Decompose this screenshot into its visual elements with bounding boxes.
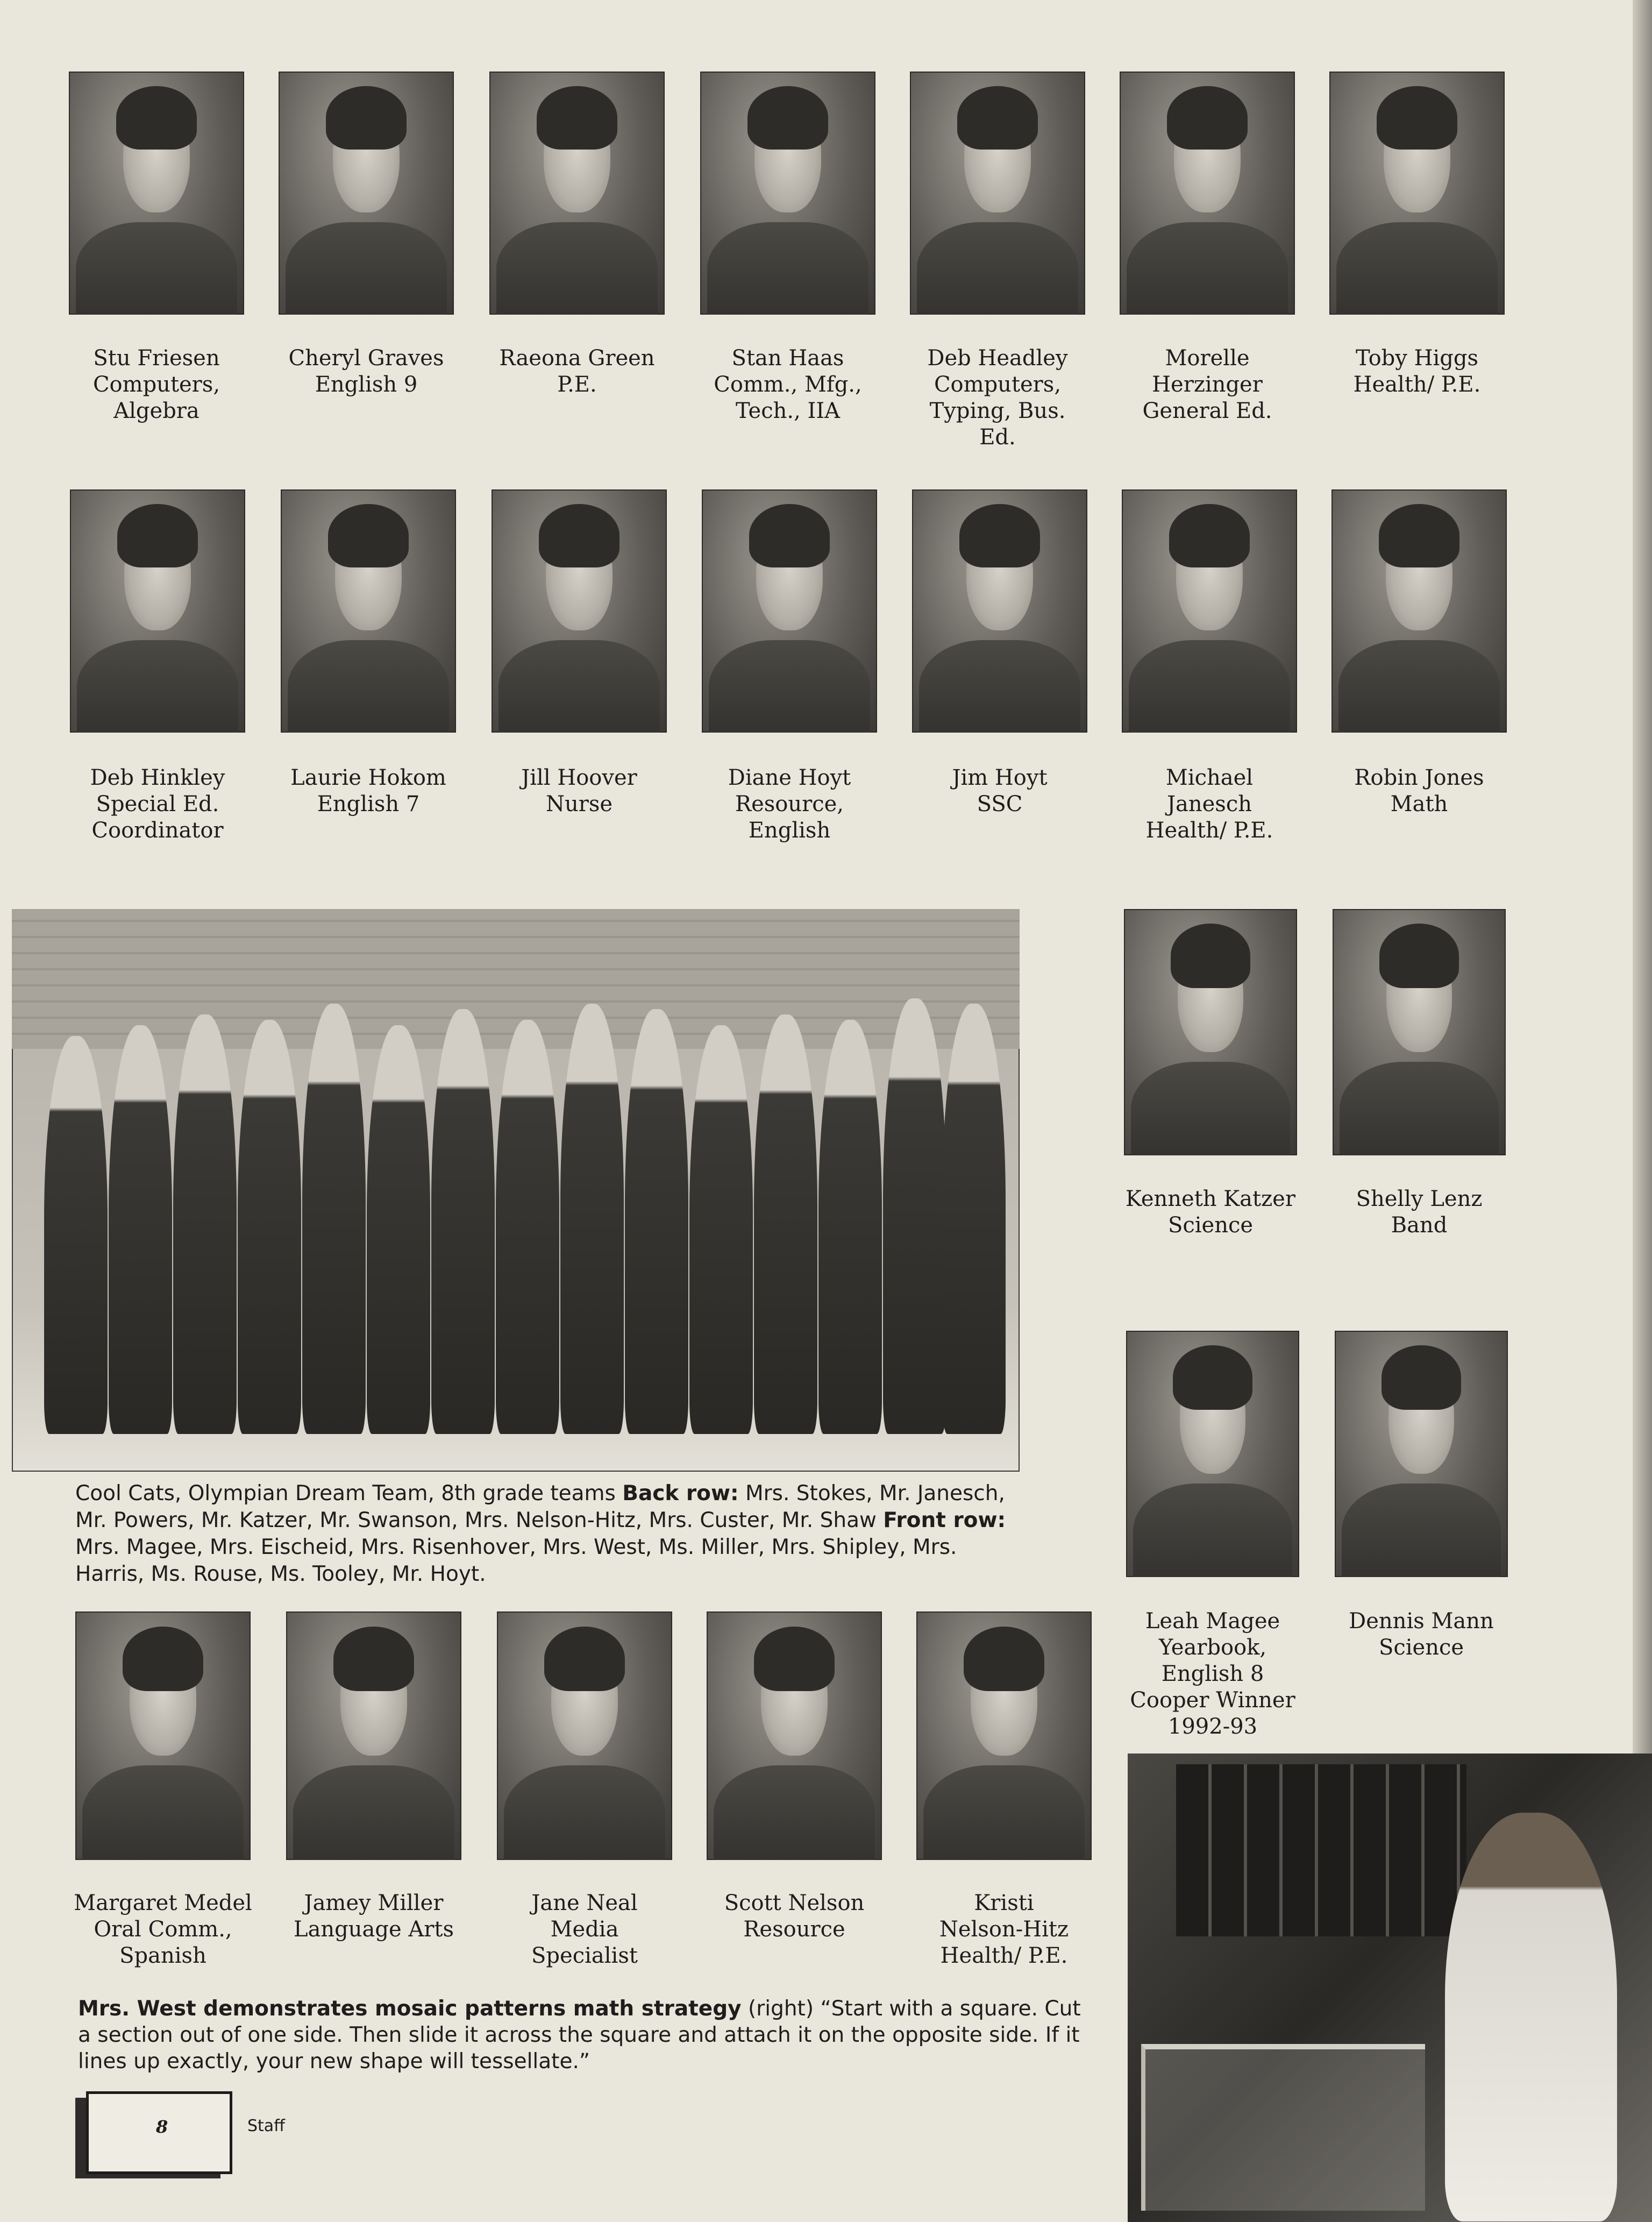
- portrait-morelle-herzinger: [1120, 72, 1295, 315]
- staff-caption: Stu Friesen Computers, Algebra: [92, 346, 220, 423]
- portrait-michael-janesch: [1122, 489, 1297, 733]
- staff-caption: Deb Hinkley Special Ed. Coordinator: [90, 765, 225, 843]
- staff-caption: Jim Hoyt SSC: [952, 765, 1048, 817]
- portrait-margaret-medel: [75, 1612, 251, 1860]
- group-photo: [12, 909, 1020, 1472]
- portrait-dennis-mann: [1335, 1331, 1508, 1577]
- staff-caption: Morelle Herzinger General Ed.: [1142, 346, 1272, 423]
- staff-caption: Jane Neal Media Specialist: [531, 1891, 638, 1968]
- portrait-scott-nelson: [707, 1612, 882, 1860]
- staff-caption: Dennis Mann Science: [1349, 1609, 1494, 1660]
- page-number: 8: [156, 2117, 168, 2137]
- staff-caption: Deb Headley Computers, Typing, Bus. Ed.: [927, 346, 1068, 450]
- staff-caption: Scott Nelson Resource: [724, 1891, 865, 1942]
- portrait-stan-haas: [700, 72, 875, 315]
- classroom-photo: [1128, 1754, 1652, 2222]
- activity-caption: Mrs. West demonstrates mosaic patterns math strategy (right) “Start with a square. Cut a section out of one side. Then slide it across the square and attach it on the opposite side. If it lines up exactly, your new shape will tessellate.”: [78, 1997, 1081, 2074]
- group-photo-caption: Cool Cats, Olympian Dream Team, 8th grade teams Back row: Mrs. Stokes, Mr. Janesch, Mr. Powers, Mr. Katzer, Mr. Swanson, Mrs. Nelson-Hitz, Mrs. Custer, Mr. Shaw Front row: Mrs. Magee, Mrs. Eischeid, Mrs. Risenhover, Mrs. West, Ms. Miller, Mrs. Shipley, Mrs. Harris, Ms. Rouse, Ms. Tooley, Mr. Hoyt.: [75, 1481, 1006, 1586]
- portrait-deb-hinkley: [70, 489, 245, 733]
- staff-caption: Michael Janesch Health/ P.E.: [1145, 765, 1273, 843]
- staff-caption: Laurie Hokom English 7: [290, 765, 446, 817]
- portrait-laurie-hokom: [281, 489, 456, 733]
- section-label: Staff: [247, 2117, 285, 2135]
- portrait-kristi-nelson-hitz: [916, 1612, 1092, 1860]
- portrait-shelly-lenz: [1333, 909, 1506, 1155]
- portrait-stu-friesen: [69, 72, 244, 315]
- portrait-toby-higgs: [1329, 72, 1505, 315]
- staff-caption: Kristi Nelson-Hitz Health/ P.E.: [939, 1891, 1069, 1968]
- portrait-jill-hoover: [492, 489, 667, 733]
- portrait-deb-headley: [910, 72, 1085, 315]
- staff-caption: Raeona Green P.E.: [499, 346, 655, 397]
- portrait-kenneth-katzer: [1124, 909, 1297, 1155]
- staff-caption: Stan Haas Comm., Mfg., Tech., IIA: [714, 346, 862, 423]
- staff-caption: Jamey Miller Language Arts: [294, 1891, 454, 1942]
- staff-caption: Toby Higgs Health/ P.E.: [1353, 346, 1481, 397]
- portrait-cheryl-graves: [279, 72, 454, 315]
- staff-caption: Margaret Medel Oral Comm., Spanish: [74, 1891, 252, 1968]
- portrait-robin-jones: [1331, 489, 1507, 733]
- staff-caption: Diane Hoyt Resource, English: [728, 765, 851, 843]
- staff-caption: Shelly Lenz Band: [1356, 1187, 1483, 1238]
- portrait-diane-hoyt: [702, 489, 877, 733]
- portrait-jamey-miller: [286, 1612, 461, 1860]
- portrait-raeona-green: [489, 72, 665, 315]
- staff-caption: Cheryl Graves English 9: [288, 346, 444, 397]
- staff-caption: Jill Hoover Nurse: [521, 765, 637, 817]
- portrait-leah-magee: [1126, 1331, 1299, 1577]
- staff-caption: Kenneth Katzer Science: [1126, 1187, 1295, 1238]
- portrait-jane-neal: [497, 1612, 672, 1860]
- staff-caption: Leah Magee Yearbook, English 8 Cooper Winner 1992-93: [1130, 1609, 1295, 1739]
- portrait-jim-hoyt: [912, 489, 1087, 733]
- staff-caption: Robin Jones Math: [1354, 765, 1484, 817]
